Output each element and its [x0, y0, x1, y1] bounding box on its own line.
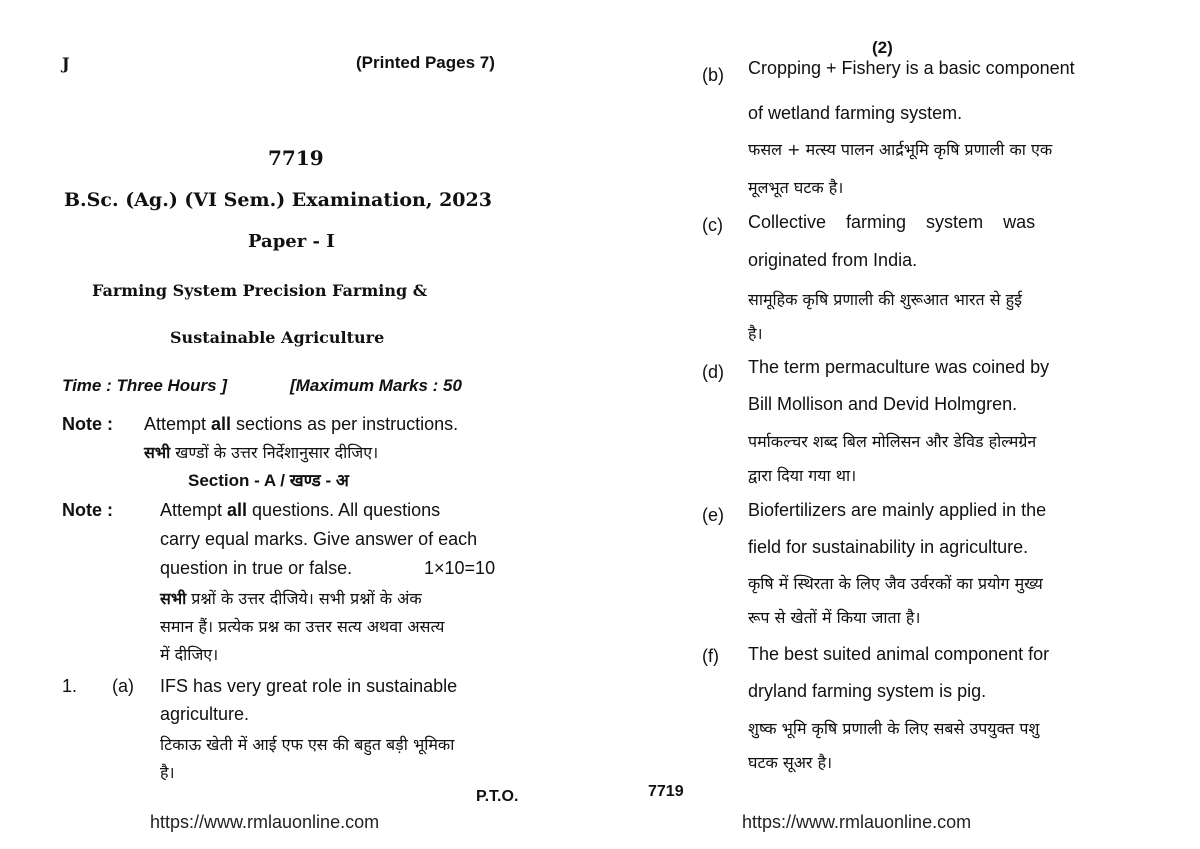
q-label: (c): [702, 215, 723, 235]
note2-label: Note :: [62, 500, 113, 520]
q-hi-line1: कृषि में स्थिरता के लिए जैव उर्वरकों का प्रयोग मुख्य: [748, 574, 1043, 593]
note2-line2: carry equal marks. Give answer of each: [160, 529, 478, 549]
q1a-en-line2: agriculture.: [160, 704, 250, 724]
q-en-line2: originated from India.: [748, 250, 918, 270]
footer-code: 7719: [648, 783, 684, 800]
note2-line1: Attempt all questions. All questions: [160, 500, 441, 520]
corner-letter: J: [62, 54, 70, 73]
q-en-line1: The best suited animal component for: [748, 644, 1050, 664]
q-en-line1: Cropping + Fishery is a basic component: [748, 58, 1075, 78]
note1-hi: सभी खण्डों के उत्तर निर्देशानुसार दीजिए।: [144, 443, 379, 462]
q-hi-line2: द्वारा दिया गया था।: [748, 466, 857, 485]
q-hi-line2: घटक सूअर है।: [748, 753, 833, 772]
q-hi-line1: सामूहिक कृषि प्रणाली की शुरूआत भारत से हुई: [748, 290, 1022, 309]
paper-code: 7719: [268, 146, 324, 170]
note2-hi-line2: समान हैं। प्रत्येक प्रश्न का उत्तर सत्य अथवा असत्य: [160, 617, 445, 636]
q-hi-line2: मूलभूत घटक है।: [748, 178, 844, 197]
q-en-line2: field for sustainability in agriculture.: [748, 537, 1029, 557]
q-label: (e): [702, 505, 724, 525]
pto: P.T.O.: [476, 788, 519, 805]
time-info: Time : Three Hours ]: [62, 376, 227, 395]
note2-hi-line1: सभी प्रश्नों के उत्तर दीजिये। सभी प्रश्नों के अंक: [160, 589, 422, 608]
q-en-line1: Biofertilizers are mainly applied in the: [748, 500, 1047, 520]
note2-line3: question in true or false.: [160, 558, 353, 578]
left-url[interactable]: https://www.rmlauonline.com: [150, 812, 380, 832]
right-url[interactable]: https://www.rmlauonline.com: [742, 812, 972, 832]
q1a-hi-line2: है।: [160, 763, 175, 782]
note1-en: Attempt all sections as per instructions.: [144, 414, 459, 434]
q-hi-line1: पर्माकल्चर शब्द बिल मोलिसन और डेविड होल्मग्रेन: [748, 432, 1037, 451]
section-heading: Section - A / खण्ड - अ: [188, 471, 349, 490]
q-en-line2: of wetland farming system.: [748, 103, 963, 123]
paper-number: Paper - I: [248, 231, 335, 252]
q-label: (b): [702, 65, 724, 85]
q-label: (f): [702, 646, 719, 666]
q-en-line1: The term permaculture was coined by: [748, 357, 1050, 377]
exam-title: B.Sc. (Ag.) (VI Sem.) Examination, 2023: [64, 189, 492, 211]
q1a-en-line1: IFS has very great role in sustainable: [160, 676, 458, 696]
q-en-line2: dryland farming system is pig.: [748, 681, 987, 701]
q1-number: 1.: [62, 676, 78, 696]
note2-hi-line3: में दीजिए।: [160, 645, 219, 664]
note1-label: Note :: [62, 414, 113, 434]
q-hi-line2: रूप से खेतों में किया जाता है।: [748, 608, 921, 627]
printed-pages: (Printed Pages 7): [356, 53, 495, 72]
q-label: (d): [702, 362, 724, 382]
page-number: (2): [872, 38, 893, 57]
q-hi-line1: फसल + मत्स्य पालन आर्द्रभूमि कृषि प्रणाली का एक: [748, 140, 1053, 159]
subject-line1: Farming System Precision Farming &: [92, 281, 428, 300]
subject-line2: Sustainable Agriculture: [170, 328, 385, 347]
note2-marks: 1×10=10: [424, 558, 496, 578]
max-marks: [Maximum Marks : 50: [290, 376, 462, 395]
q-hi-line2: है।: [748, 324, 763, 343]
q-en-line2: Bill Mollison and Devid Holmgren.: [748, 394, 1018, 414]
q1a-hi-line1: टिकाऊ खेती में आई एफ एस की बहुत बड़ी भूमिका: [160, 735, 455, 754]
q1a-label: (a): [112, 676, 134, 696]
q-en-line1: Collective farming system was: [748, 212, 1036, 232]
q-hi-line1: शुष्क भूमि कृषि प्रणाली के लिए सबसे उपयुक्त पशु: [748, 719, 1040, 738]
